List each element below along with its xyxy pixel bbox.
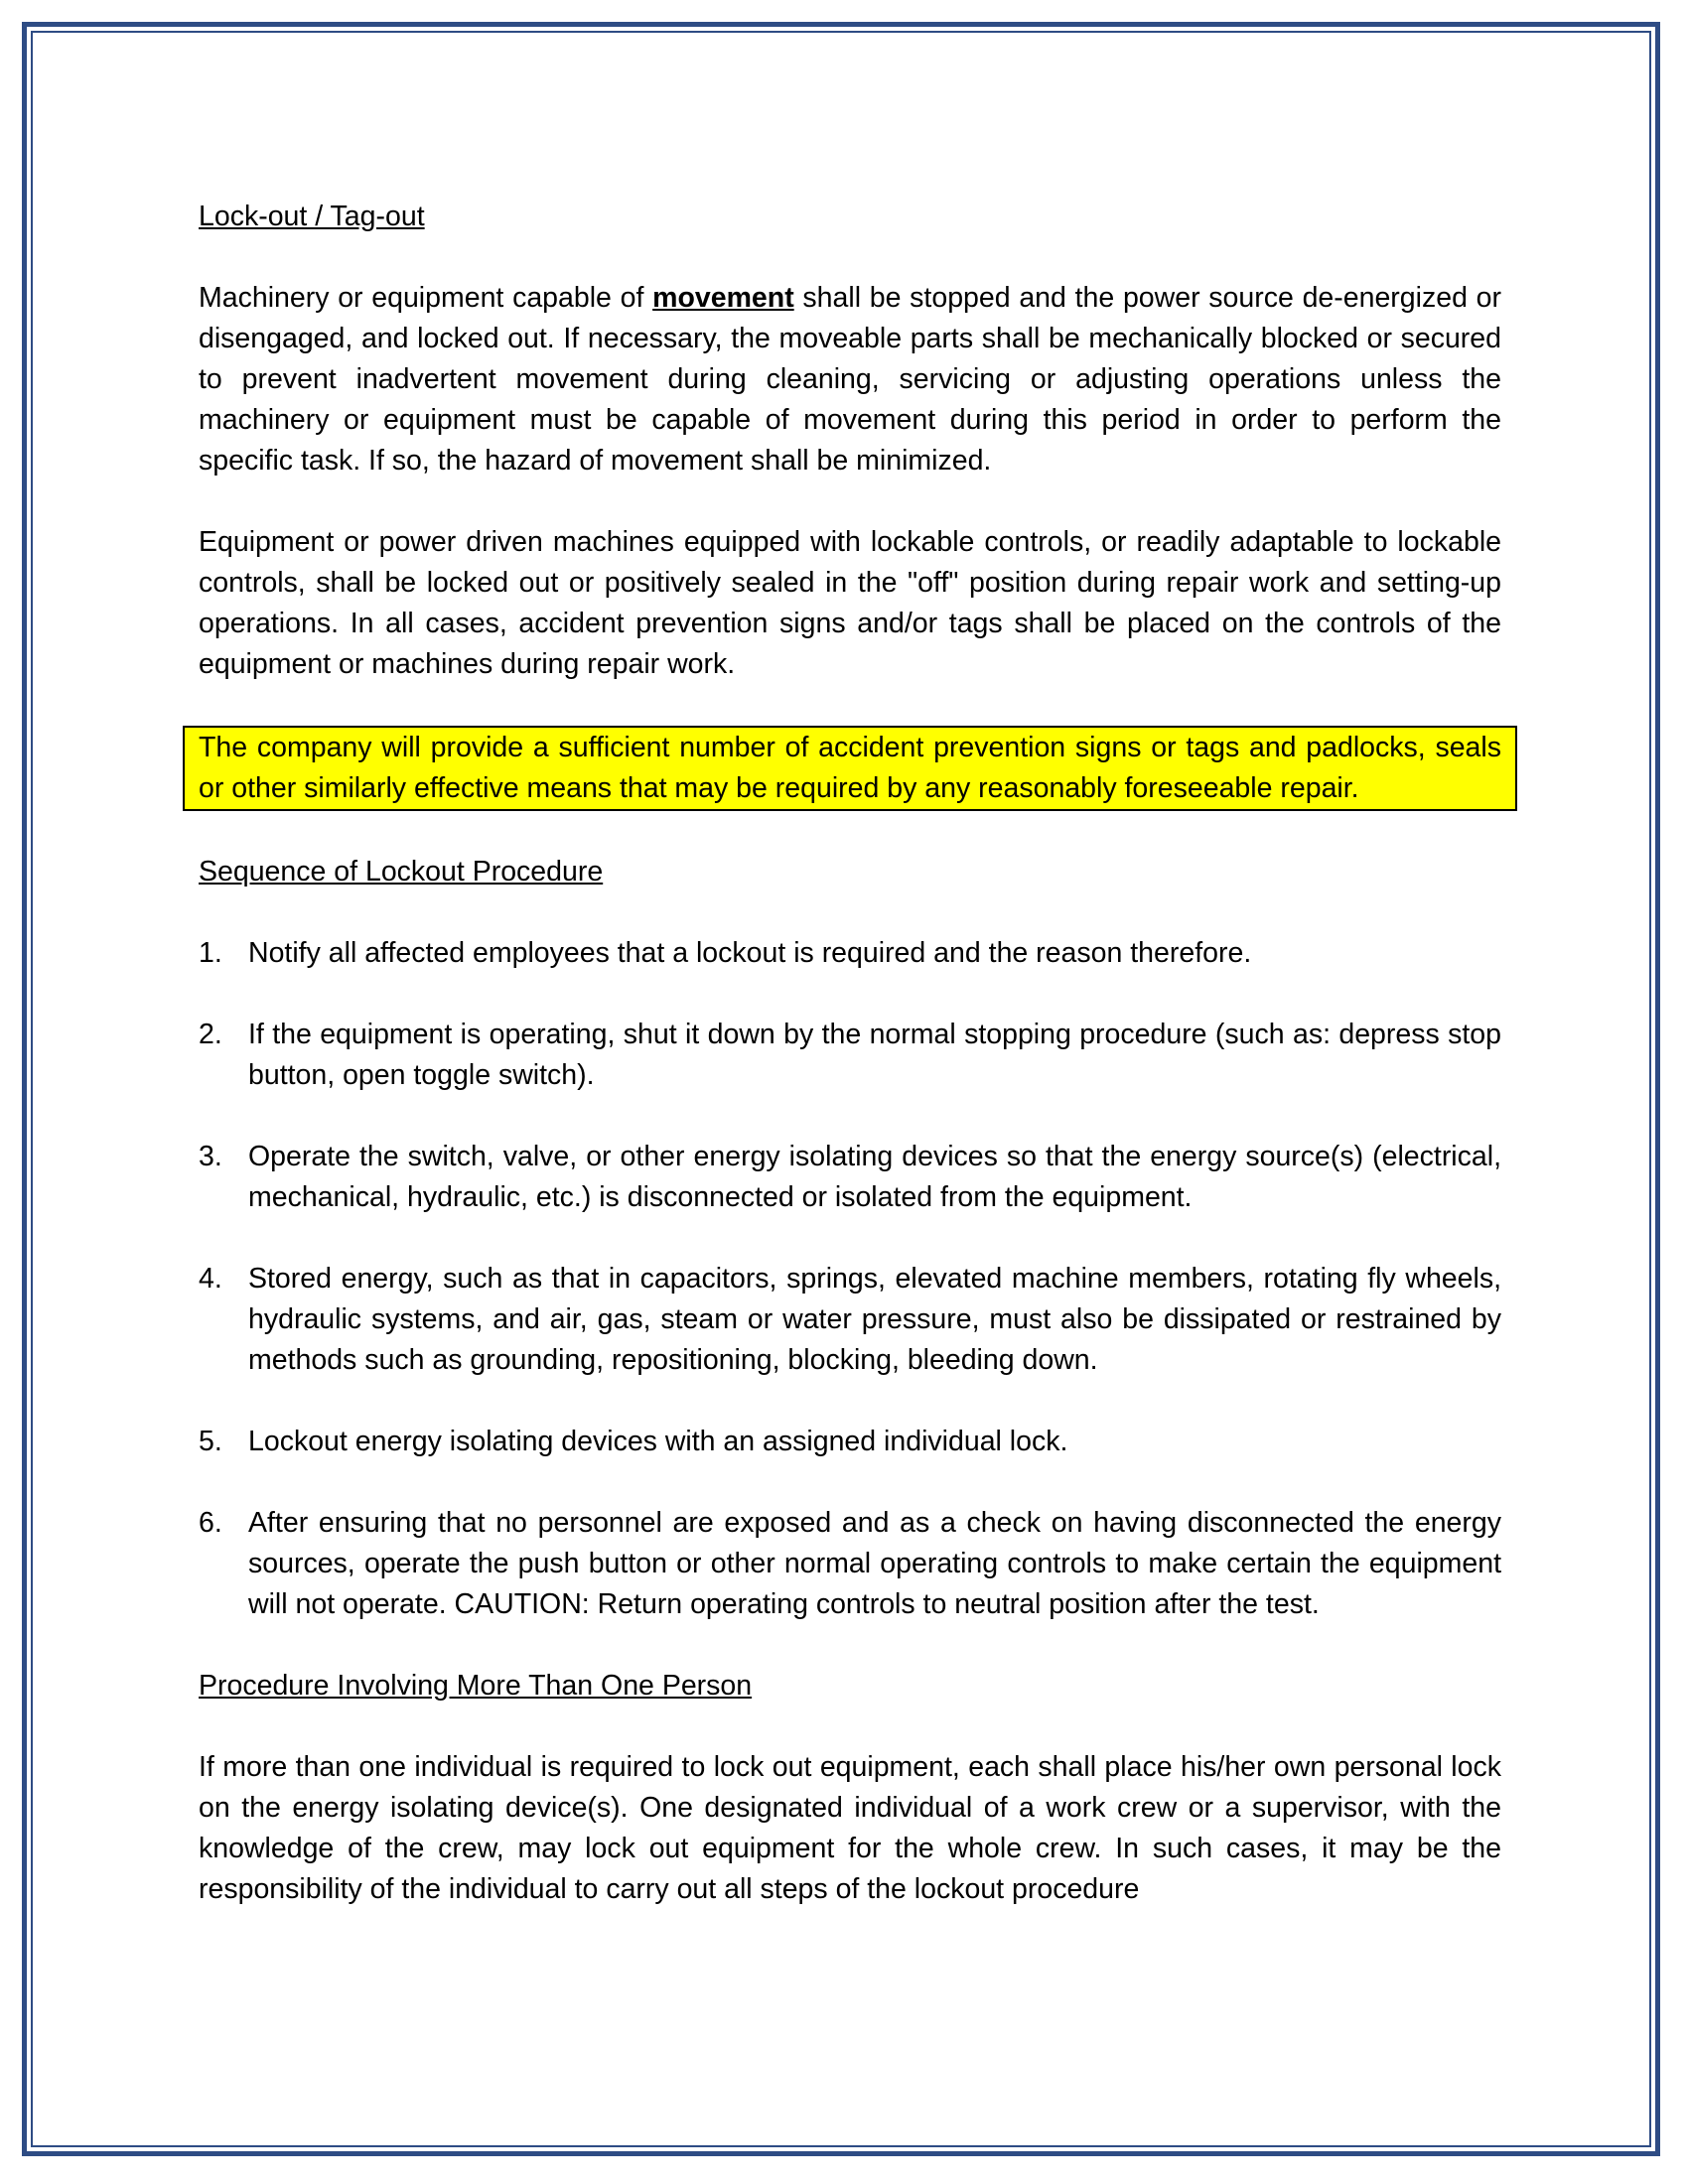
step-text: Operate the switch, valve, or other energy isolating devices so that the energy source(s) (electrical, mechanical, hydraulic, etc.) is disconnected or isolated from the equipment. — [248, 1141, 1501, 1213]
step-number: 2. — [199, 1019, 222, 1050]
highlighted-notice: The company will provide a sufficient number of accident prevention signs or tags and padlocks, seals or other similarly effective means that may be required by any reasonably foreseeable repair. — [183, 726, 1517, 811]
document-body — [199, 197, 1501, 1910]
step-number: 1. — [199, 937, 222, 969]
paragraph-more-than-one-person: If more than one individual is required to lock out equipment, each shall place his/her own personal lock on the energy isolating device(s). One designated individual of a work crew or a supervisor, with the knowledge of the crew, may lock out equipment for the whole crew. In such cases, it may be the responsibility of the individual to carry out all steps of the lockout procedure — [199, 1751, 1501, 1905]
step-number: 3. — [199, 1141, 222, 1172]
step-text: Notify all affected employees that a lockout is required and the reason therefore. — [248, 937, 1252, 969]
list-item — [199, 1422, 1501, 1462]
keyword-movement: movement — [652, 282, 794, 314]
paragraph-movement — [199, 278, 1501, 481]
list-item — [199, 1503, 1501, 1625]
lockout-steps-list — [199, 933, 1501, 1625]
list-item — [199, 1015, 1501, 1096]
step-text: Stored energy, such as that in capacitors, springs, elevated machine members, rotating fly wheels, hydraulic systems, and air, gas, steam or water pressure, must also be dissipated or restrained by methods such as grounding, repositioning, blocking, bleeding down. — [248, 1263, 1501, 1376]
step-text: Lockout energy isolating devices with an assigned individual lock. — [248, 1426, 1068, 1457]
step-text: If the equipment is operating, shut it down by the normal stopping procedure (such as: depress stop button, open toggle switch). — [248, 1019, 1501, 1091]
step-number: 4. — [199, 1263, 222, 1295]
paragraph-movement-rest: shall be stopped and the power source de-energized or disengaged, and locked out. If necessary, the moveable parts shall be mechanically blocked or secured to prevent inadvertent movement during cleaning, servicing or adjusting operations unless the machinery or equipment must be capable of movement during this period in order to perform the specific task. If so, the hazard of movement shall be minimized. — [199, 282, 1502, 477]
step-text: After ensuring that no personnel are exposed and as a check on having disconnected the energy sources, operate the push button or other normal operating controls to make certain the equipment will not operate. CAUTION: Return operating controls to neutral position after the test. — [248, 1507, 1501, 1620]
list-item — [199, 1137, 1501, 1218]
list-item — [199, 933, 1501, 974]
heading-sequence-of-lockout: Sequence of Lockout Procedure — [199, 856, 604, 887]
step-number: 5. — [199, 1426, 222, 1457]
list-item — [199, 1259, 1501, 1381]
step-number: 6. — [199, 1507, 222, 1539]
heading-lockout-tagout: Lock-out / Tag-out — [199, 201, 425, 232]
heading-more-than-one-person: Procedure Involving More Than One Person — [199, 1670, 753, 1702]
paragraph-movement-intro: Machinery or equipment capable of — [199, 282, 653, 314]
paragraph-lockable-controls: Equipment or power driven machines equipped with lockable controls, or readily adaptable to lockable controls, shall be locked out or positively sealed in the "off" position during repair work and setting-up operations. In all cases, accident prevention signs and/or tags shall be placed on the controls of the equipment or machines during repair work. — [199, 526, 1501, 680]
